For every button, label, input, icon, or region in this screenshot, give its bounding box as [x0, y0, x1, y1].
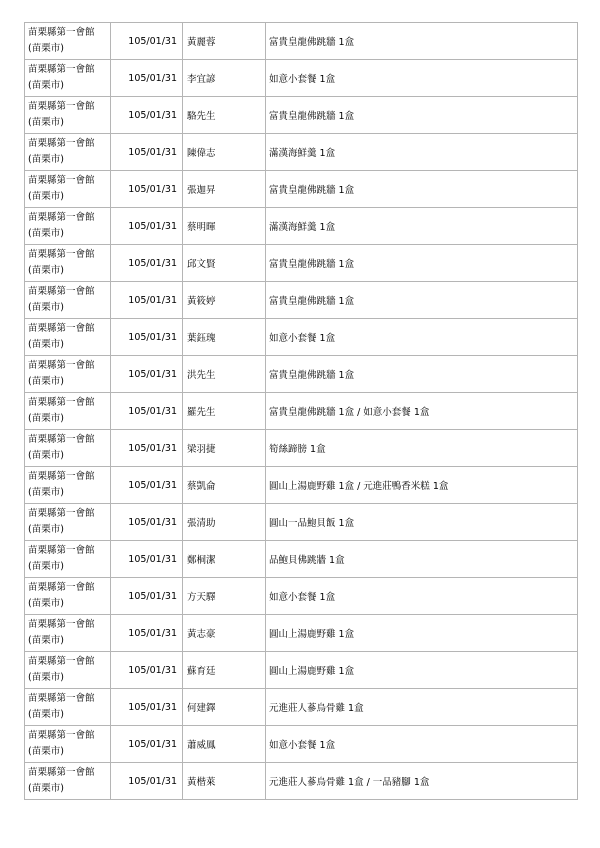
table-row — [25, 578, 578, 615]
location-cell — [25, 541, 111, 578]
name-cell: 黃志豪 — [183, 615, 266, 652]
location-name: 苗栗縣第一會館 — [28, 101, 95, 112]
location-cell — [25, 171, 111, 208]
date-cell: 105/01/31 — [111, 652, 183, 689]
name-cell: 黃筱婷 — [183, 282, 266, 319]
location-cell — [25, 23, 111, 60]
location-cell — [25, 319, 111, 356]
table-row — [25, 541, 578, 578]
location-cell — [25, 393, 111, 430]
table-row — [25, 208, 578, 245]
date-cell: 105/01/31 — [111, 97, 183, 134]
item-cell: 圓山上湯鹿野雞 1盒 — [266, 652, 578, 689]
location-cell — [25, 726, 111, 763]
item-cell: 品鮑貝佛跳牆 1盒 — [266, 541, 578, 578]
location-name: 苗栗縣第一會館 — [28, 730, 95, 741]
location-city: (苗栗市) — [28, 302, 64, 313]
location-city: (苗栗市) — [28, 524, 64, 535]
location-cell — [25, 356, 111, 393]
location-name: 苗栗縣第一會館 — [28, 397, 95, 408]
orders-table — [24, 22, 578, 800]
name-cell: 邱文賢 — [183, 245, 266, 282]
item-cell: 元進莊人蔘烏骨雞 1盒 / 一品豬腳 1盒 — [266, 763, 578, 800]
location-name: 苗栗縣第一會館 — [28, 212, 95, 223]
location-city: (苗栗市) — [28, 413, 64, 424]
location-cell — [25, 615, 111, 652]
location-name: 苗栗縣第一會館 — [28, 175, 95, 186]
date-cell: 105/01/31 — [111, 467, 183, 504]
location-city: (苗栗市) — [28, 561, 64, 572]
name-cell: 黃楷萊 — [183, 763, 266, 800]
name-cell: 張清助 — [183, 504, 266, 541]
date-cell: 105/01/31 — [111, 689, 183, 726]
date-cell: 105/01/31 — [111, 245, 183, 282]
name-cell: 張迦昇 — [183, 171, 266, 208]
table-row — [25, 393, 578, 430]
location-cell — [25, 467, 111, 504]
table-row — [25, 134, 578, 171]
location-name: 苗栗縣第一會館 — [28, 138, 95, 149]
location-city: (苗栗市) — [28, 117, 64, 128]
name-cell: 蘇育廷 — [183, 652, 266, 689]
item-cell: 滿漢海鮮羹 1盒 — [266, 134, 578, 171]
location-cell — [25, 504, 111, 541]
location-name: 苗栗縣第一會館 — [28, 434, 95, 445]
item-cell: 富貴皇龍佛跳牆 1盒 — [266, 245, 578, 282]
table-row — [25, 245, 578, 282]
name-cell: 羅先生 — [183, 393, 266, 430]
date-cell: 105/01/31 — [111, 319, 183, 356]
location-cell — [25, 208, 111, 245]
location-cell — [25, 689, 111, 726]
location-city: (苗栗市) — [28, 265, 64, 276]
location-city: (苗栗市) — [28, 635, 64, 646]
location-cell — [25, 97, 111, 134]
location-cell — [25, 763, 111, 800]
date-cell: 105/01/31 — [111, 541, 183, 578]
location-cell — [25, 60, 111, 97]
item-cell: 滿漢海鮮羹 1盒 — [266, 208, 578, 245]
date-cell: 105/01/31 — [111, 726, 183, 763]
name-cell: 駱先生 — [183, 97, 266, 134]
name-cell: 陳偉志 — [183, 134, 266, 171]
location-name: 苗栗縣第一會館 — [28, 323, 95, 334]
location-name: 苗栗縣第一會館 — [28, 693, 95, 704]
table-row — [25, 726, 578, 763]
table-row — [25, 97, 578, 134]
item-cell: 如意小套餐 1盒 — [266, 726, 578, 763]
location-name: 苗栗縣第一會館 — [28, 64, 95, 75]
location-city: (苗栗市) — [28, 672, 64, 683]
table-row — [25, 689, 578, 726]
date-cell: 105/01/31 — [111, 23, 183, 60]
item-cell: 圓山上湯鹿野雞 1盒 — [266, 615, 578, 652]
item-cell: 如意小套餐 1盒 — [266, 319, 578, 356]
location-city: (苗栗市) — [28, 339, 64, 350]
item-cell: 富貴皇龍佛跳牆 1盒 — [266, 23, 578, 60]
date-cell: 105/01/31 — [111, 134, 183, 171]
location-city: (苗栗市) — [28, 746, 64, 757]
location-cell — [25, 282, 111, 319]
location-city: (苗栗市) — [28, 228, 64, 239]
location-name: 苗栗縣第一會館 — [28, 508, 95, 519]
item-cell: 富貴皇龍佛跳牆 1盒 — [266, 97, 578, 134]
location-city: (苗栗市) — [28, 191, 64, 202]
item-cell: 圓山一品鮑貝飯 1盒 — [266, 504, 578, 541]
date-cell: 105/01/31 — [111, 763, 183, 800]
location-name: 苗栗縣第一會館 — [28, 656, 95, 667]
location-name: 苗栗縣第一會館 — [28, 471, 95, 482]
date-cell: 105/01/31 — [111, 60, 183, 97]
table-row — [25, 282, 578, 319]
name-cell: 鄭桐潔 — [183, 541, 266, 578]
location-city: (苗栗市) — [28, 709, 64, 720]
location-city: (苗栗市) — [28, 376, 64, 387]
table-row — [25, 430, 578, 467]
location-name: 苗栗縣第一會館 — [28, 27, 95, 38]
location-cell — [25, 245, 111, 282]
table-row — [25, 23, 578, 60]
location-name: 苗栗縣第一會館 — [28, 619, 95, 630]
item-cell: 富貴皇龍佛跳牆 1盒 — [266, 171, 578, 208]
item-cell: 如意小套餐 1盒 — [266, 60, 578, 97]
name-cell: 方天驛 — [183, 578, 266, 615]
date-cell: 105/01/31 — [111, 578, 183, 615]
name-cell: 李宜諺 — [183, 60, 266, 97]
name-cell: 蕭威鳳 — [183, 726, 266, 763]
item-cell: 富貴皇龍佛跳牆 1盒 — [266, 282, 578, 319]
table-row — [25, 319, 578, 356]
orders-table-body — [25, 23, 578, 800]
table-row — [25, 171, 578, 208]
table-row — [25, 615, 578, 652]
item-cell: 元進莊人蔘烏骨雞 1盒 — [266, 689, 578, 726]
date-cell: 105/01/31 — [111, 430, 183, 467]
location-city: (苗栗市) — [28, 43, 64, 54]
location-city: (苗栗市) — [28, 154, 64, 165]
location-city: (苗栗市) — [28, 598, 64, 609]
location-city: (苗栗市) — [28, 783, 64, 794]
location-name: 苗栗縣第一會館 — [28, 582, 95, 593]
location-name: 苗栗縣第一會館 — [28, 286, 95, 297]
item-cell: 圓山上湯鹿野雞 1盒 / 元進莊鴨香米糕 1盒 — [266, 467, 578, 504]
location-name: 苗栗縣第一會館 — [28, 249, 95, 260]
item-cell: 筍絲蹄膀 1盒 — [266, 430, 578, 467]
table-row — [25, 504, 578, 541]
date-cell: 105/01/31 — [111, 356, 183, 393]
location-city: (苗栗市) — [28, 450, 64, 461]
location-name: 苗栗縣第一會館 — [28, 767, 95, 778]
item-cell: 富貴皇龍佛跳牆 1盒 — [266, 356, 578, 393]
date-cell: 105/01/31 — [111, 171, 183, 208]
location-cell — [25, 652, 111, 689]
table-row — [25, 356, 578, 393]
location-name: 苗栗縣第一會館 — [28, 545, 95, 556]
location-cell — [25, 134, 111, 171]
name-cell: 葉鈺瑰 — [183, 319, 266, 356]
item-cell: 富貴皇龍佛跳牆 1盒 / 如意小套餐 1盒 — [266, 393, 578, 430]
table-row — [25, 652, 578, 689]
table-row — [25, 763, 578, 800]
table-row — [25, 60, 578, 97]
location-cell — [25, 430, 111, 467]
date-cell: 105/01/31 — [111, 282, 183, 319]
date-cell: 105/01/31 — [111, 615, 183, 652]
name-cell: 蔡凱侖 — [183, 467, 266, 504]
table-row — [25, 467, 578, 504]
location-city: (苗栗市) — [28, 487, 64, 498]
date-cell: 105/01/31 — [111, 393, 183, 430]
location-city: (苗栗市) — [28, 80, 64, 91]
date-cell: 105/01/31 — [111, 208, 183, 245]
name-cell: 蔡明暉 — [183, 208, 266, 245]
item-cell: 如意小套餐 1盒 — [266, 578, 578, 615]
date-cell: 105/01/31 — [111, 504, 183, 541]
name-cell: 何建鐸 — [183, 689, 266, 726]
location-cell — [25, 578, 111, 615]
name-cell: 洪先生 — [183, 356, 266, 393]
location-name: 苗栗縣第一會館 — [28, 360, 95, 371]
name-cell: 黃麗蓉 — [183, 23, 266, 60]
name-cell: 梁羽捷 — [183, 430, 266, 467]
